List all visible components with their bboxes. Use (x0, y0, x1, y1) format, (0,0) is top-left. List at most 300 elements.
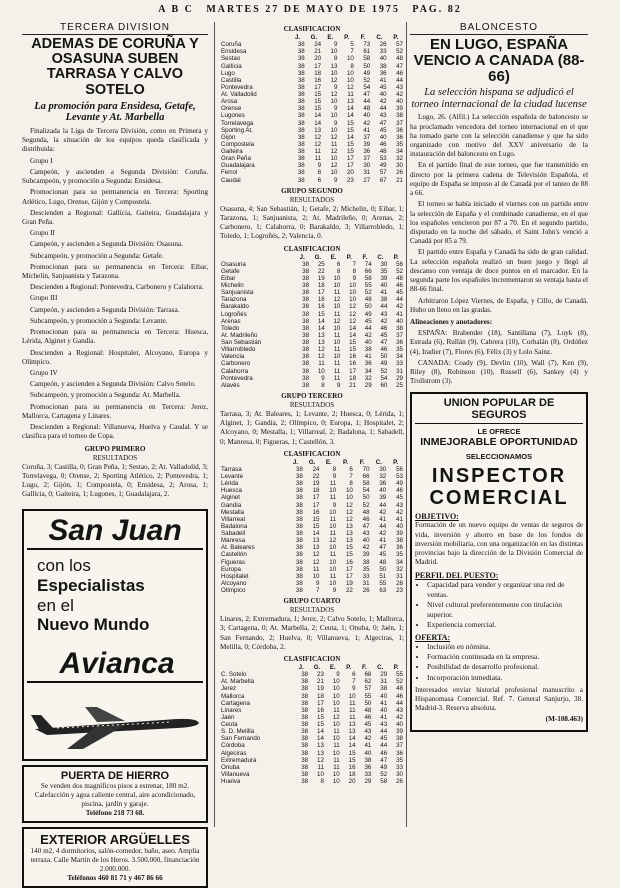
stat-cell: 40 (363, 112, 371, 120)
team-name: Torrelavega (221, 119, 254, 127)
table-row (220, 566, 404, 573)
table-header-row (220, 664, 404, 671)
stat-cell: 42 (396, 303, 403, 311)
header-cell: E. (330, 253, 337, 261)
table-row (220, 778, 404, 785)
team-name: Osasuna (221, 260, 246, 268)
stat-cell: 15 (345, 551, 353, 559)
stat-cell: 38 (302, 260, 310, 268)
stat-cell: 40 (380, 692, 388, 700)
stat-cell: 10 (345, 487, 353, 495)
team-name: Lugo (221, 69, 235, 77)
stat-cell: 58 (362, 480, 370, 488)
stat-cell: 44 (396, 76, 403, 84)
stat-cell: 43 (379, 112, 387, 120)
stat-cell: 38 (295, 522, 303, 530)
table-row (220, 91, 404, 98)
table-row (220, 375, 404, 382)
results-text: Linares, 2; Extremadura, 1; Jerez, 2; Calvo Sotelo, 1; Mallorca, 3; Cartagena, 0; At. Marbella, 2; Ceuta, 1; Onuba, 0; Jaén, 1; San Fernando, 2; Huelva, 0; Villanueva, 1; Algeciras, 1; Melilla, 0; Córdoba, 2. (220, 615, 404, 651)
stat-cell: 10 (329, 544, 337, 552)
stat-cell: 39 (396, 530, 403, 537)
stat-cell: 47 (363, 91, 371, 98)
stat-cell: 44 (379, 105, 387, 113)
stat-cell: 40 (396, 317, 403, 325)
stat-cell: 32 (396, 155, 403, 163)
profile-label: PERFIL DEL PUESTO: (415, 570, 499, 580)
stat-cell: 9 (334, 83, 338, 91)
ad-line: con los (37, 556, 91, 576)
stat-cell: 67 (379, 176, 387, 184)
stat-cell: 46 (380, 324, 388, 332)
stat-cell: 11 (333, 367, 341, 375)
column-third-division (22, 22, 208, 882)
stat-cell: 26 (379, 41, 387, 49)
stat-cell: 35 (396, 756, 403, 764)
stat-cell: 14 (348, 742, 356, 750)
ad-line: en el (37, 595, 74, 615)
stat-cell: 9 (332, 501, 337, 509)
stat-cell: 8 (350, 62, 354, 70)
stat-cell: 38 (295, 480, 303, 488)
stat-cell: 15 (317, 721, 324, 728)
stat-cell: 11 (313, 565, 320, 573)
stat-cell: 17 (312, 501, 320, 509)
table-row (220, 162, 404, 169)
stat-cell: 41 (379, 76, 387, 84)
stat-cell: 16 (348, 763, 356, 771)
header-cell: P. (344, 34, 350, 41)
group-title: GRUPO CUARTO (283, 597, 341, 606)
table-row (220, 63, 404, 70)
stat-cell: 57 (364, 685, 372, 693)
stat-cell: 11 (349, 699, 356, 707)
stat-cell: 40 (396, 98, 403, 106)
team-name: Hospitalet (221, 572, 249, 580)
stat-cell: 42 (362, 544, 370, 552)
team-name: Algeciras (221, 749, 247, 757)
stat-cell: 55 (364, 692, 372, 700)
subheadline: La promoción para Ensidesa, Getafe, Levante y At. Marbella (34, 100, 196, 124)
stat-cell: 12 (317, 756, 324, 764)
stat-cell: 46 (364, 713, 372, 721)
article-body (410, 113, 588, 315)
paper-name: A B C (158, 4, 194, 15)
stat-cell: 34 (396, 558, 403, 566)
stat-cell: 17 (314, 83, 322, 91)
stat-cell: 36 (396, 339, 403, 346)
stat-cell: 50 (380, 353, 388, 361)
stat-cell: 10 (349, 289, 357, 297)
stat-cell: 29 (380, 671, 388, 679)
stat-cell: 14 (317, 324, 325, 332)
stat-cell: 42 (379, 98, 387, 106)
stat-cell: 15 (312, 515, 320, 523)
stat-cell: 49 (380, 763, 388, 771)
stat-cell: 18 (349, 374, 357, 382)
header-cell: E. (327, 34, 334, 41)
stat-cell: 12 (349, 310, 357, 318)
stat-cell: 15 (346, 119, 354, 127)
table-row (220, 289, 404, 296)
paragraph: En el partido final de este torneo, que fue transmitido en directo por la primera cadena de Televisión Española, el equipo de España se impuso al de Canadá por el tanteo de 88 a 66. (410, 161, 588, 198)
ad-brand: San Juan (27, 514, 203, 550)
stat-cell: 10 (330, 112, 338, 120)
table-row (220, 700, 404, 707)
stat-cell: 16 (317, 706, 324, 714)
stat-cell: 43 (380, 721, 388, 728)
stat-cell: 38 (302, 274, 310, 282)
team-name: Tarrasa (221, 465, 242, 473)
stat-cell: 34 (364, 367, 372, 375)
header-cell: P. (346, 664, 352, 671)
stat-cell: 38 (302, 289, 310, 297)
stat-cell: 56 (396, 260, 403, 268)
job-title-line1: INSPECTOR (431, 465, 567, 488)
stat-cell: 24 (314, 41, 322, 49)
stat-cell: 13 (345, 537, 353, 545)
stat-cell: 15 (348, 756, 356, 764)
stat-cell: 38 (364, 756, 372, 764)
stat-cell: 14 (314, 112, 322, 120)
page-header (0, 4, 620, 18)
table-row (220, 678, 404, 685)
ad-offers: LE OFRECE (477, 427, 521, 437)
stat-cell: 40 (364, 749, 372, 757)
paragraph: Subcampeón, y promoción a Segunda: Getafe. (30, 251, 164, 260)
stat-cell: 13 (312, 537, 320, 545)
stat-cell: 31 (363, 169, 371, 177)
stat-cell: 38 (302, 296, 310, 304)
stat-cell: 48 (379, 558, 387, 566)
stat-cell: 21 (317, 678, 324, 686)
header-cell: C. (377, 664, 384, 671)
stat-cell: 18 (312, 487, 320, 495)
team-name: Coruña (221, 41, 242, 49)
stat-cell: 14 (348, 735, 356, 743)
stat-cell: 12 (330, 162, 338, 170)
header-cell: J. (298, 664, 304, 671)
stat-cell: 38 (297, 69, 305, 77)
stat-cell: 27 (363, 176, 371, 184)
team-name: Ceuta (221, 721, 238, 728)
stat-cell: 35 (396, 140, 403, 148)
team-name: Barakaldo (221, 303, 249, 311)
stat-cell: 70 (362, 465, 370, 473)
stat-cell: 41 (379, 515, 387, 523)
team-name: Europa (221, 565, 241, 573)
stat-cell: 14 (349, 324, 357, 332)
stat-cell: 42 (364, 331, 372, 339)
stat-cell: 11 (329, 572, 337, 580)
stat-cell: 15 (317, 713, 324, 721)
stat-cell: 48 (396, 274, 403, 282)
team-name: Orense (221, 105, 242, 113)
stat-cell: 11 (317, 763, 324, 771)
team-name: Carbonero (221, 360, 251, 368)
headline: ADEMAS DE CORUÑA Y OSASUNA SUBEN TARRASA Y CALVO SOTELO (31, 36, 199, 98)
stat-cell: 7 (352, 260, 357, 268)
stat-cell: 36 (396, 544, 403, 552)
stat-cell: 15 (312, 522, 320, 530)
stat-cell: 43 (396, 83, 403, 91)
list-item: • Experiencia comercial. (427, 620, 583, 630)
stat-cell: 18 (314, 69, 322, 77)
stat-cell: 8 (336, 267, 341, 275)
table-row (220, 742, 404, 749)
stat-cell: 5 (350, 41, 354, 49)
stat-cell: 9 (334, 176, 338, 184)
stat-cell: 48 (363, 105, 371, 113)
stat-cell: 12 (317, 346, 325, 354)
stat-cell: 12 (312, 558, 320, 566)
stat-cell: 9 (316, 579, 320, 587)
lineup-canada: CANADA: Coady (9), Devlin (10), Wall (7), Ken (9), Riley (8), Robinson (10), Russell (6), Sankey (4) y Trollstrom (3). (410, 358, 588, 386)
table-row (220, 685, 404, 692)
stat-cell: 16 (312, 508, 320, 516)
team-name: Villarreal (221, 515, 245, 523)
standings-title: CLASIFICACION (283, 449, 341, 458)
ad-title: EXTERIOR ARGÜELLES (40, 831, 190, 847)
team-name: Levante (221, 473, 244, 480)
stat-cell: 60 (380, 381, 388, 389)
paragraph: Promocionan para su permanencia en Tercera: Sporting Atlético, Lugo, Orense, Gijón y Compostela. (22, 188, 208, 206)
stat-cell: 25 (317, 260, 325, 268)
ad-selects: SELECCIONAMOS (465, 452, 533, 462)
stat-cell: 8 (321, 381, 325, 389)
header-cell: J. (292, 458, 299, 466)
team-name: Pontevedra (221, 83, 253, 91)
stat-cell: 61 (363, 48, 371, 56)
stat-cell: 17 (312, 494, 320, 502)
stat-cell: 10 (332, 770, 340, 778)
stat-cell: 9 (352, 274, 357, 282)
stat-cell: 38 (379, 62, 387, 70)
stat-cell: 12 (332, 713, 340, 721)
table-row (220, 466, 404, 473)
stat-cell: 38 (295, 494, 303, 502)
paragraph: Grupo II (30, 229, 55, 238)
stat-cell: 48 (364, 296, 372, 304)
header-cell: F. (362, 664, 367, 671)
stat-cell: 50 (364, 303, 372, 311)
table-row (220, 707, 404, 714)
stat-cell: 37 (396, 742, 403, 750)
page-number: PAG. 82 (412, 4, 462, 15)
table-row (220, 134, 404, 141)
table-row (220, 282, 404, 289)
stat-cell: 38 (295, 558, 303, 566)
table-row (220, 473, 404, 480)
stat-cell: 33 (364, 770, 372, 778)
stat-cell: 10 (317, 770, 324, 778)
stat-cell: 38 (301, 671, 309, 679)
stat-cell: 18 (317, 692, 324, 700)
stat-cell: 42 (364, 735, 372, 743)
stat-cell: 49 (364, 310, 372, 318)
stat-cell: 38 (295, 515, 303, 523)
stat-cell: 12 (330, 148, 338, 155)
stat-cell: 11 (329, 551, 337, 559)
stat-cell: 10 (332, 678, 340, 686)
stat-cell: 10 (348, 692, 356, 700)
header-cell: P. (346, 253, 352, 261)
stat-cell: 12 (312, 551, 320, 559)
stat-cell: 44 (380, 742, 388, 750)
stat-cell: 44 (380, 303, 388, 311)
stat-cell: 12 (346, 83, 354, 91)
team-name: Gijón (221, 133, 236, 141)
stat-cell: 17 (314, 62, 322, 70)
stat-cell: 38 (295, 537, 303, 545)
stat-cell: 35 (362, 565, 370, 573)
team-name: Lugones (221, 112, 245, 120)
table-row (220, 735, 404, 742)
stat-cell: 14 (312, 530, 320, 537)
stat-cell: 21 (314, 48, 322, 56)
stat-cell: 47 (379, 119, 387, 127)
offer-label: OFERTA: (415, 633, 451, 643)
stat-cell: 46 (396, 282, 403, 289)
stat-cell: 7 (316, 587, 320, 594)
stat-cell: 10 (333, 353, 341, 361)
stat-cell: 30 (396, 770, 403, 778)
team-name: Alginet (221, 494, 240, 502)
team-name: Eibar (221, 274, 236, 282)
stat-cell: 50 (379, 565, 387, 573)
team-name: Compostela (221, 140, 255, 148)
header-cell (220, 34, 289, 41)
column-basketball (410, 22, 588, 827)
stat-cell: 6 (336, 260, 341, 268)
header-cell: J. (299, 253, 305, 261)
table-row (220, 757, 404, 764)
stat-cell: 9 (352, 685, 356, 693)
results-text: Osasuna, 4; San Sebastián, 1; Getafe, 2; Michelin, 0; Eibar, 1; Tarazona, 1; Sanjuanista, 2; At. Madrileño, 0; Arenas, 2; Carbonero, 1; Calahorra, 0; Barakaldo, 3; Villarrobledo, 1; Toledo, 1; Logroñés, 2; Valencia, 0. (220, 204, 404, 241)
stat-cell: 21 (396, 176, 403, 184)
paragraph: El torneo se había iniciado el viernes con un partido entre la selección de España y el combinado canadiense, en el que los españoles vencieron por 87 a 70. En el segundo partido, disputado en la noche del sábado, el Saint John's venció a Canadá por 85 a 79. (410, 200, 588, 246)
stat-cell: 50 (362, 494, 370, 502)
objective-label: OBJETIVO: (415, 512, 459, 522)
stat-cell: 17 (317, 699, 324, 707)
standings-table (220, 664, 404, 785)
stat-cell: 19 (345, 579, 353, 587)
stat-cell: 54 (363, 83, 371, 91)
stat-cell: 41 (364, 353, 372, 361)
stat-cell: 10 (349, 282, 357, 289)
stat-cell: 40 (380, 282, 388, 289)
stat-cell: 17 (345, 572, 353, 580)
stat-cell: 13 (317, 339, 325, 346)
stat-cell: 11 (333, 360, 341, 368)
stat-cell: 42 (396, 508, 403, 516)
stat-cell: 57 (379, 169, 387, 177)
stat-cell: 10 (332, 692, 340, 700)
stat-cell: 52 (396, 267, 403, 275)
list-item: • Capacidad para vender y organizar una red de ventas. (427, 580, 583, 600)
stat-cell: 38 (301, 692, 309, 700)
stat-cell: 62 (364, 678, 372, 686)
team-name: Jaén (221, 713, 235, 721)
stat-cell: 31 (396, 367, 403, 375)
stat-cell: 38 (380, 296, 388, 304)
stat-cell: 45 (379, 551, 387, 559)
stat-cell: 13 (345, 530, 353, 537)
ad-exterior-arguelles (22, 827, 208, 888)
team-name: Villarrobledo (221, 346, 256, 354)
paragraph: Descienden a Regional: Pontevedra, Carbonero y Calahorra. (30, 283, 204, 292)
paragraph: Descienden a Regional: Gallícia, Gaiteira, Guadalajara y Gran Peña. (22, 208, 208, 226)
stat-cell: 12 (329, 537, 337, 545)
stat-cell: 11 (333, 728, 340, 736)
stat-cell: 38 (297, 176, 305, 184)
stat-cell: 38 (302, 317, 310, 325)
stat-cell: 18 (348, 770, 356, 778)
stat-cell: 30 (379, 465, 387, 473)
team-name: Michelin (221, 282, 244, 289)
stat-cell: 36 (364, 360, 372, 368)
stat-cell: 12 (317, 353, 325, 361)
stat-cell: 22 (345, 587, 353, 594)
stat-cell: 55 (396, 671, 403, 679)
contact-text: Interesados enviar historial profesional manuscrito a Hispanomasa Comercial. Ref. 7. General Sanjurjo, 38. Madrid-3. Reserva absoluta. (415, 685, 583, 713)
stat-cell: 38 (295, 530, 303, 537)
stat-cell: 11 (329, 530, 337, 537)
stat-cell: 42 (363, 119, 371, 127)
paragraph: Subcampeón, y promoción a Segunda: Levante. (30, 316, 168, 325)
table-row (220, 587, 404, 594)
stat-cell: 74 (364, 260, 372, 268)
stat-cell: 12 (333, 317, 341, 325)
table-row (220, 268, 404, 275)
table-header-row (220, 254, 404, 261)
stat-cell: 63 (379, 587, 387, 594)
header-cell (220, 664, 293, 671)
stat-cell: 46 (379, 140, 387, 148)
stat-cell: 10 (329, 579, 337, 587)
stat-cell: 9 (334, 41, 338, 49)
stat-cell: 54 (380, 374, 388, 382)
table-row (220, 177, 404, 184)
team-name: Sanjuanista (221, 289, 254, 297)
stat-cell: 52 (380, 367, 388, 375)
stat-cell: 12 (330, 76, 338, 84)
stat-cell: 15 (317, 310, 325, 318)
stat-cell: 43 (396, 501, 403, 509)
stat-cell: 38 (301, 699, 309, 707)
column-divider (214, 22, 215, 827)
stat-cell: 15 (346, 148, 354, 155)
stat-cell: 54 (362, 487, 370, 495)
stat-cell: 7 (349, 473, 353, 480)
stat-cell: 34 (396, 148, 403, 155)
ad-line: Especialistas (37, 575, 145, 595)
header-cell: F. (360, 34, 366, 41)
stat-cell: 13 (317, 742, 324, 750)
stat-cell: 6 (317, 176, 322, 184)
team-name: Caudal (221, 176, 241, 184)
stat-cell: 38 (301, 742, 309, 750)
stat-cell: 12 (345, 508, 353, 516)
stat-cell: 46 (380, 346, 388, 354)
table-row (220, 530, 404, 537)
table-row (220, 523, 404, 530)
stat-cell: 38 (295, 544, 303, 552)
stat-cell: 11 (314, 155, 322, 163)
stat-cell: 31 (362, 579, 370, 587)
offer-list (415, 642, 583, 683)
stat-cell: 11 (314, 148, 322, 155)
team-name: Castilla (221, 76, 242, 84)
